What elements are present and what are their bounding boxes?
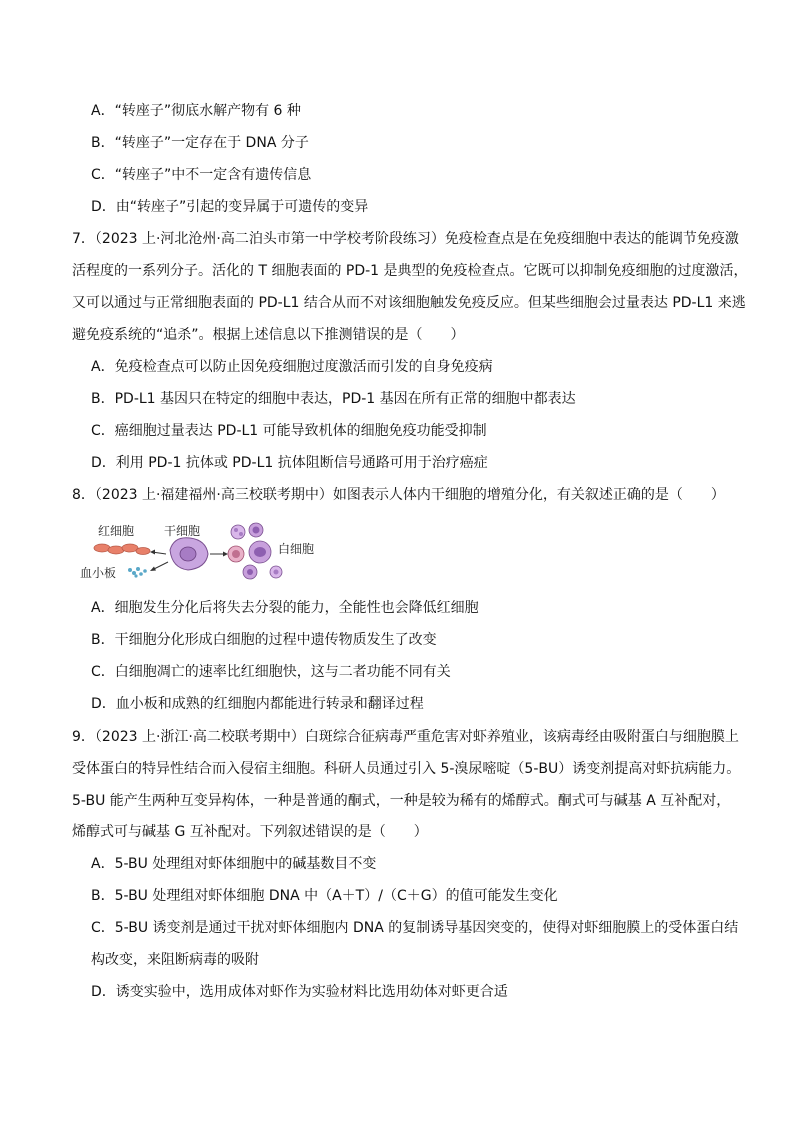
q9-option-a: A．5-BU 处理组对虾体细胞中的碱基数目不变: [91, 856, 377, 872]
q9-option-c-line-1: C．5-BU 诱变剂是通过干扰对虾体细胞内 DNA 的复制诱导基因突变的，使得对虾细胞膜上的受体蛋白结: [91, 920, 739, 936]
q7-stem-line-2: 活程度的一系列分子。活化的 T 细胞表面的 PD-1 是典型的免疫检查点。它既可以抑制免疫细胞的过度激活，: [72, 263, 748, 279]
q8-option-d: D．血小板和成熟的红细胞内都能进行转录和翻译过程: [91, 696, 424, 712]
q7-option-d: D．利用 PD-1 抗体或 PD-L1 抗体阻断信号通路可用于治疗癌症: [91, 455, 488, 471]
stem-cell-differentiation-figure: [78, 520, 338, 580]
q9-option-d: D．诱变实验中，选用成体对虾作为实验材料比选用幼体对虾更合适: [91, 984, 508, 1000]
label-white-blood-cell: 白细胞: [278, 542, 315, 556]
label-platelet: 血小板: [80, 566, 117, 580]
q9-option-b: B．5-BU 处理组对虾体细胞 DNA 中（A＋T）/（C＋G）的值可能发生变化: [91, 888, 558, 904]
q7-stem-line-4: 避免疫系统的“追杀”。根据上述信息以下推测错误的是（ ）: [72, 327, 465, 343]
stem-cell: [170, 538, 208, 570]
q6-option-c: C．“转座子”中不一定含有遗传信息: [91, 167, 312, 183]
q6-option-a: A．“转座子”彻底水解产物有 6 种: [91, 103, 301, 119]
q9-stem-line-3: 5-BU 能产生两种互变异构体，一种是普通的酮式，一种是较为稀有的烯醇式。酮式可与碱基 A 互补配对，: [72, 793, 731, 809]
q9-stem-line-2: 受体蛋白的特异性结合而入侵宿主细胞。科研人员通过引入 5-溴尿嘧啶（5-BU）诱变剂提高对虾抗病能力。: [72, 761, 741, 777]
q9-stem-line-4: 烯醇式可与碱基 G 互补配对。下列叙述错误的是（ ）: [72, 824, 428, 840]
platelets: [128, 567, 147, 578]
white-blood-cells: [228, 523, 282, 579]
q7-option-a: A．免疫检查点可以防止因免疫细胞过度激活而引发的自身免疫病: [91, 359, 493, 375]
q9-stem-line-1: 9．（2023 上·浙江·高二校联考期中）白斑综合征病毒严重危害对虾养殖业，该病毒经由吸附蛋白与细胞膜上: [72, 729, 739, 745]
q7-option-c: C．癌细胞过量表达 PD-L1 可能导致机体的细胞免疫功能受抑制: [91, 423, 487, 439]
q8-stem: 8．（2023 上·福建福州·高三校联考期中）如图表示人体内干细胞的增殖分化，有关叙述正确的是（ ）: [72, 487, 725, 503]
q8-option-c: C．白细胞凋亡的速率比红细胞快，这与二者功能不同有关: [91, 664, 451, 680]
label-stem-cell: 干细胞: [164, 524, 201, 538]
q9-option-c-line-2: 构改变，来阻断病毒的吸附: [91, 952, 259, 968]
q7-stem-line-3: 又可以通过与正常细胞表面的 PD-L1 结合从而不对该细胞触发免疫反应。但某些细胞会过量表达 PD-L1 来逃: [72, 295, 746, 311]
q8-option-b: B．干细胞分化形成白细胞的过程中遗传物质发生了改变: [91, 632, 437, 648]
q7-stem-line-1: 7．（2023 上·河北沧州·高二泊头市第一中学校考阶段练习）免疫检查点是在免疫细胞中表达的能调节免疫激: [72, 231, 739, 247]
q6-option-d: D．由“转座子”引起的变异属于可遗传的变异: [91, 199, 369, 215]
q6-option-b: B．“转座子”一定存在于 DNA 分子: [91, 135, 309, 151]
q8-option-a: A．细胞发生分化后将失去分裂的能力，全能性也会降低红细胞: [91, 600, 479, 616]
red-blood-cells: [94, 544, 150, 555]
q7-option-b: B．PD-L1 基因只在特定的细胞中表达，PD-1 基因在所有正常的细胞中都表达: [91, 391, 576, 407]
label-red-blood-cell: 红细胞: [98, 524, 135, 538]
